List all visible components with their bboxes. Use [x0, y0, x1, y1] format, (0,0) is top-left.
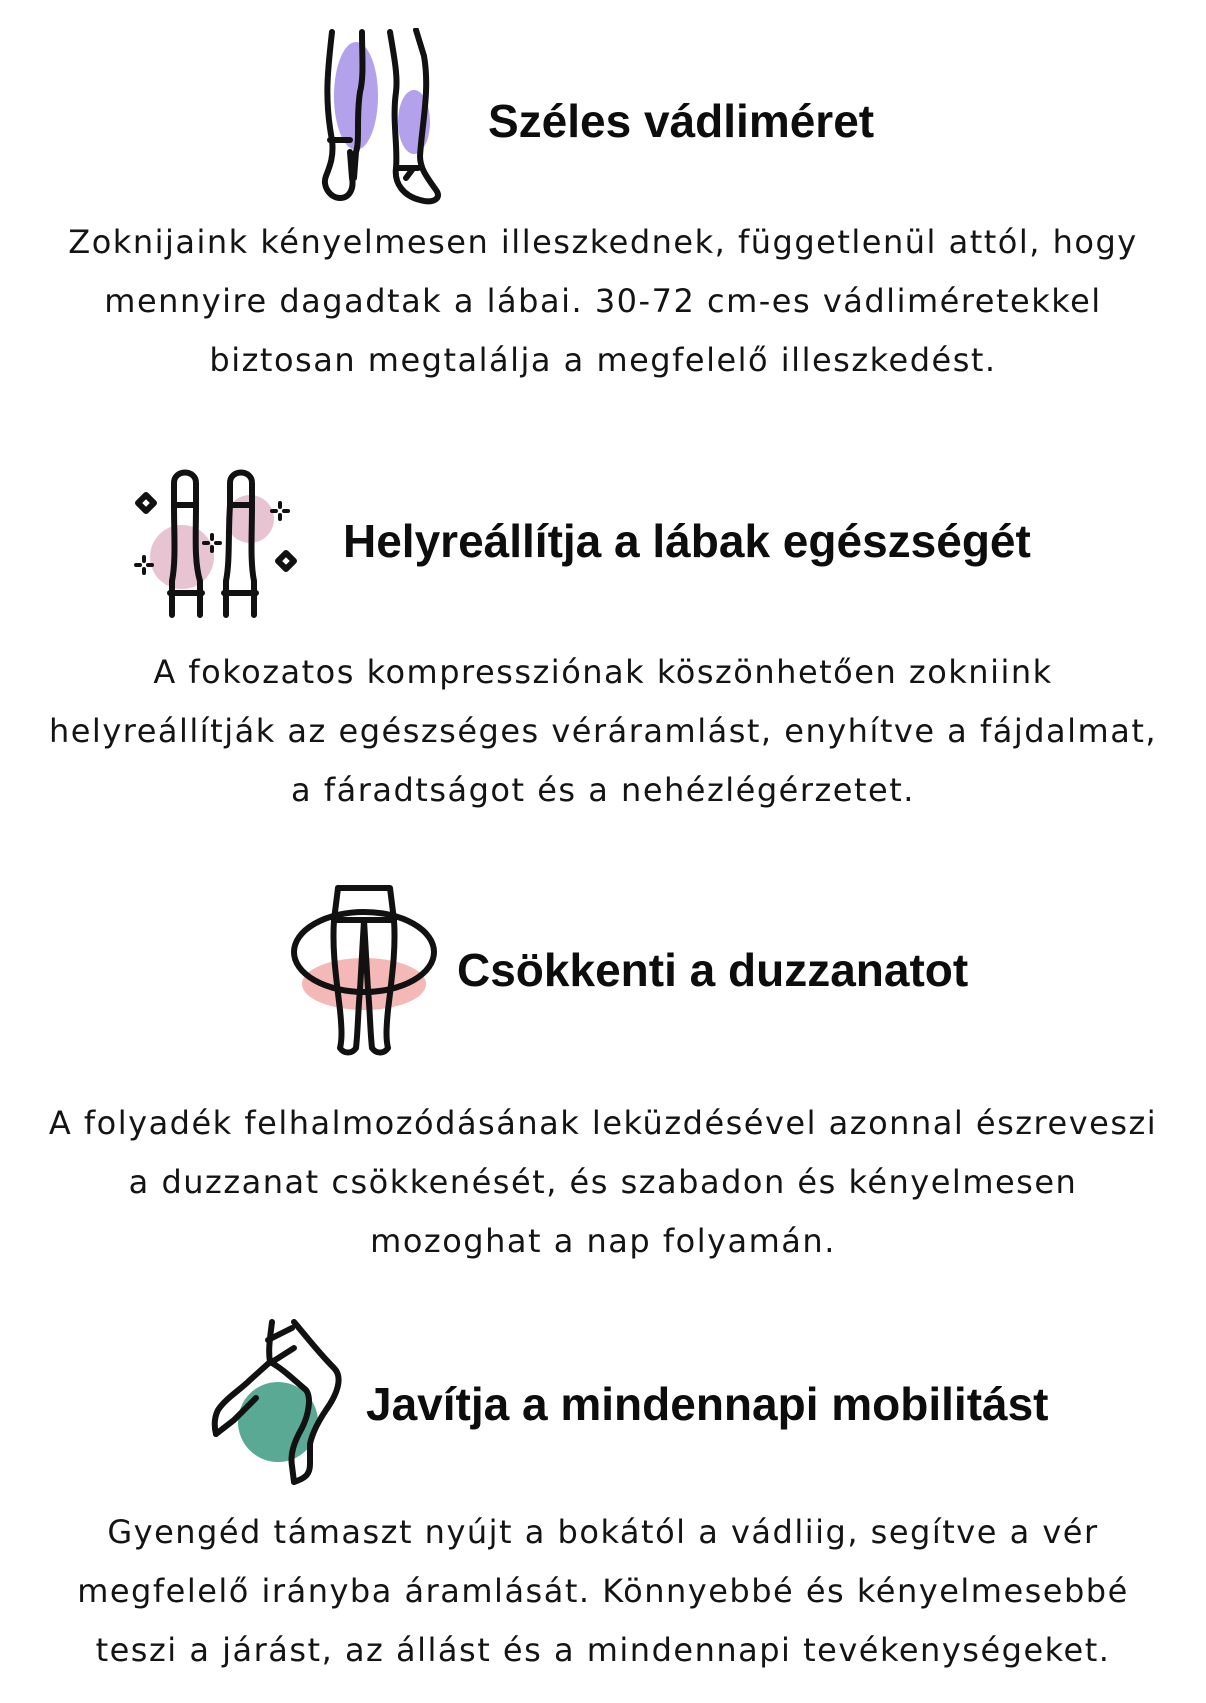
swelling-legs-ring-icon — [288, 880, 438, 1060]
feature-title: Helyreállítja a lábak egészségét — [343, 515, 1031, 567]
feature-title: Széles vádliméret — [488, 95, 875, 147]
feature-title: Javítja a mindennapi mobilitást — [366, 1378, 1049, 1430]
feature-description: Zoknijaink kényelmesen illeszkednek, függetlenül attól, hogy mennyire dagadtak a lábai. 30-72 cm-es vádliméretekkel biztosan megtalálja a megfelelő illeszkedést. — [68, 223, 1138, 379]
walking-leg-ball-icon — [210, 1318, 360, 1488]
feature-daily-mobility — [0, 1318, 1206, 1488]
calf-stockings-icon — [320, 28, 460, 206]
feature-description: A folyadék felhalmozódásának leküzdésével azonnal észreveszi a duzzanat csökkenését, és szabadon és kényelmesen mozoghat a nap folyamán. — [48, 1104, 1158, 1260]
feature-reduce-swelling — [0, 880, 1206, 1060]
feature-restore-leg-health — [0, 465, 1206, 630]
feature-description: A fokozatos kompressziónak köszönhetően zokniink helyreállítják az egészséges véráramlást, enyhítve a fájdalmat, a fáradtságot és a nehézlégérzetet. — [48, 653, 1158, 809]
feature-wide-calf — [0, 0, 1206, 215]
feature-description: Gyengéd támaszt nyújt a bokától a vádliig, segítve a vér megfelelő irányba áramlását. Könnyebbé és kényelmesebbé teszi a járást, az állást és a mindennapi tevékenységeket. — [77, 1513, 1129, 1669]
healthy-legs-sparkle-icon — [134, 465, 304, 625]
feature-title: Csökkenti a duzzanatot — [457, 944, 969, 996]
